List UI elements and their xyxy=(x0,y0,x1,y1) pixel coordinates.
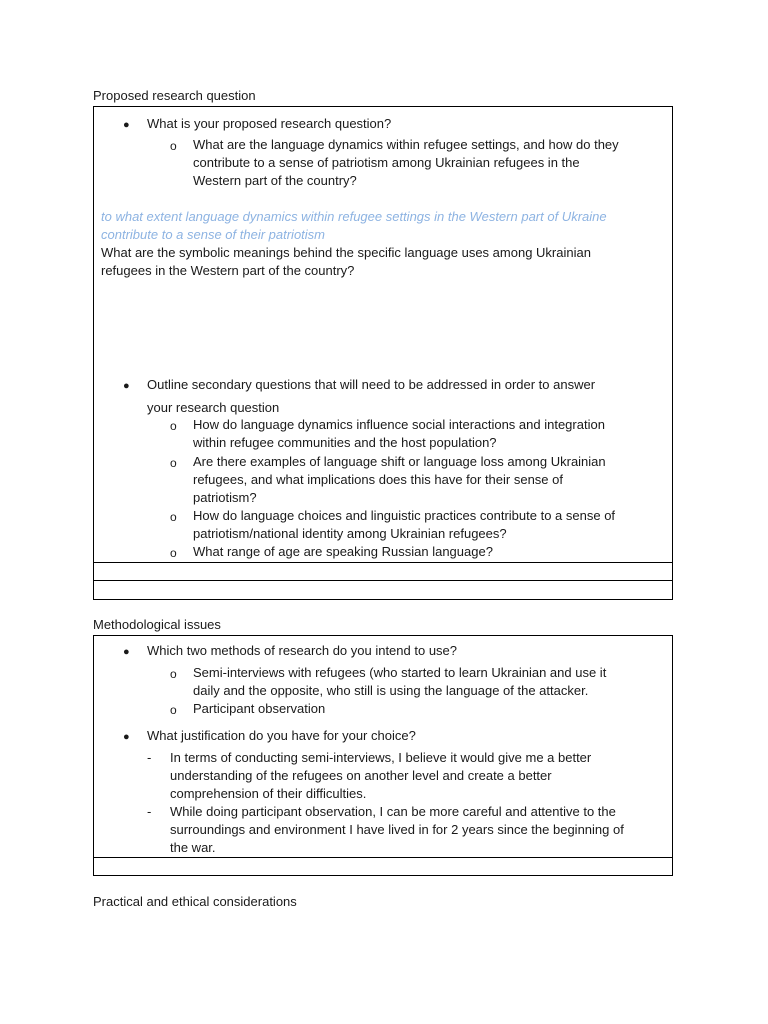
table-row-divider xyxy=(94,562,672,563)
section-heading-research: Proposed research question xyxy=(93,88,256,103)
section-heading-practical: Practical and ethical considerations xyxy=(93,894,297,909)
alt-question-2-line: What are the symbolic meanings behind the specific language uses among Ukrainian xyxy=(101,245,591,260)
secondary-question-line: refugees, and what implications does this have for their sense of xyxy=(193,472,563,487)
secondary-question-line: within refugee communities and the host population? xyxy=(193,435,497,450)
justification-line: surroundings and environment I have lived in for 2 years since the beginning of xyxy=(170,822,624,837)
research-prompt-q2: your research question xyxy=(147,400,280,415)
dash-bullet-icon: - xyxy=(147,750,152,765)
circle-bullet-icon: o xyxy=(170,139,177,153)
table-row-divider xyxy=(94,857,672,858)
justification-line: In terms of conducting semi-interviews, I believe it would give me a better xyxy=(170,750,592,765)
circle-bullet-icon: o xyxy=(170,419,177,433)
justification-line: comprehension of their difficulties. xyxy=(170,786,367,801)
answer-line: Western part of the country? xyxy=(193,173,357,188)
methods-prompt-q2: What justification do you have for your choice? xyxy=(147,728,416,743)
circle-bullet-icon: o xyxy=(170,546,177,560)
secondary-question-line: Are there examples of language shift or language loss among Ukrainian xyxy=(193,454,606,469)
methods-prompt-q1: Which two methods of research do you intend to use? xyxy=(147,643,458,658)
justification-line: understanding of the refugees on another level and create a better xyxy=(170,768,552,783)
justification-line: While doing participant observation, I can be more careful and attentive to the xyxy=(170,804,616,819)
justification-line: the war. xyxy=(170,840,216,855)
circle-bullet-icon: o xyxy=(170,667,177,681)
method-line: daily and the opposite, who still is using the language of the attacker. xyxy=(193,683,589,698)
answer-line: What are the language dynamics within refugee settings, and how do they xyxy=(193,137,619,152)
bullet-icon: ● xyxy=(123,646,130,658)
alt-question-2-line: refugees in the Western part of the country? xyxy=(101,263,355,278)
secondary-question-line: How do language choices and linguistic practices contribute to a sense of xyxy=(193,508,616,523)
circle-bullet-icon: o xyxy=(170,703,177,717)
research-prompt-q2: Outline secondary questions that will need to be addressed in order to answer xyxy=(147,377,596,392)
answer-line: contribute to a sense of patriotism among Ukrainian refugees in the xyxy=(193,155,580,170)
section-heading-methods: Methodological issues xyxy=(93,617,221,632)
alt-question-line: contribute to a sense of their patriotism xyxy=(101,227,326,242)
method-line: Participant observation xyxy=(193,701,326,716)
secondary-question-line: patriotism? xyxy=(193,490,257,505)
research-question-table xyxy=(93,106,673,600)
research-prompt-q1: What is your proposed research question? xyxy=(147,116,392,131)
method-line: Semi-interviews with refugees (who started to learn Ukrainian and use it xyxy=(193,665,607,680)
bullet-icon: ● xyxy=(123,119,130,131)
secondary-question-line: How do language dynamics influence social interactions and integration xyxy=(193,417,605,432)
bullet-icon: ● xyxy=(123,380,130,392)
secondary-question-line: patriotism/national identity among Ukrainian refugees? xyxy=(193,526,507,541)
bullet-icon: ● xyxy=(123,731,130,743)
methodological-issues-table xyxy=(93,635,673,876)
dash-bullet-icon: - xyxy=(147,804,152,819)
alt-question-line: to what extent language dynamics within refugee settings in the Western part of Ukraine xyxy=(101,209,607,224)
table-row-divider xyxy=(94,580,672,581)
secondary-question-line: What range of age are speaking Russian language? xyxy=(193,544,493,559)
circle-bullet-icon: o xyxy=(170,510,177,524)
circle-bullet-icon: o xyxy=(170,456,177,470)
